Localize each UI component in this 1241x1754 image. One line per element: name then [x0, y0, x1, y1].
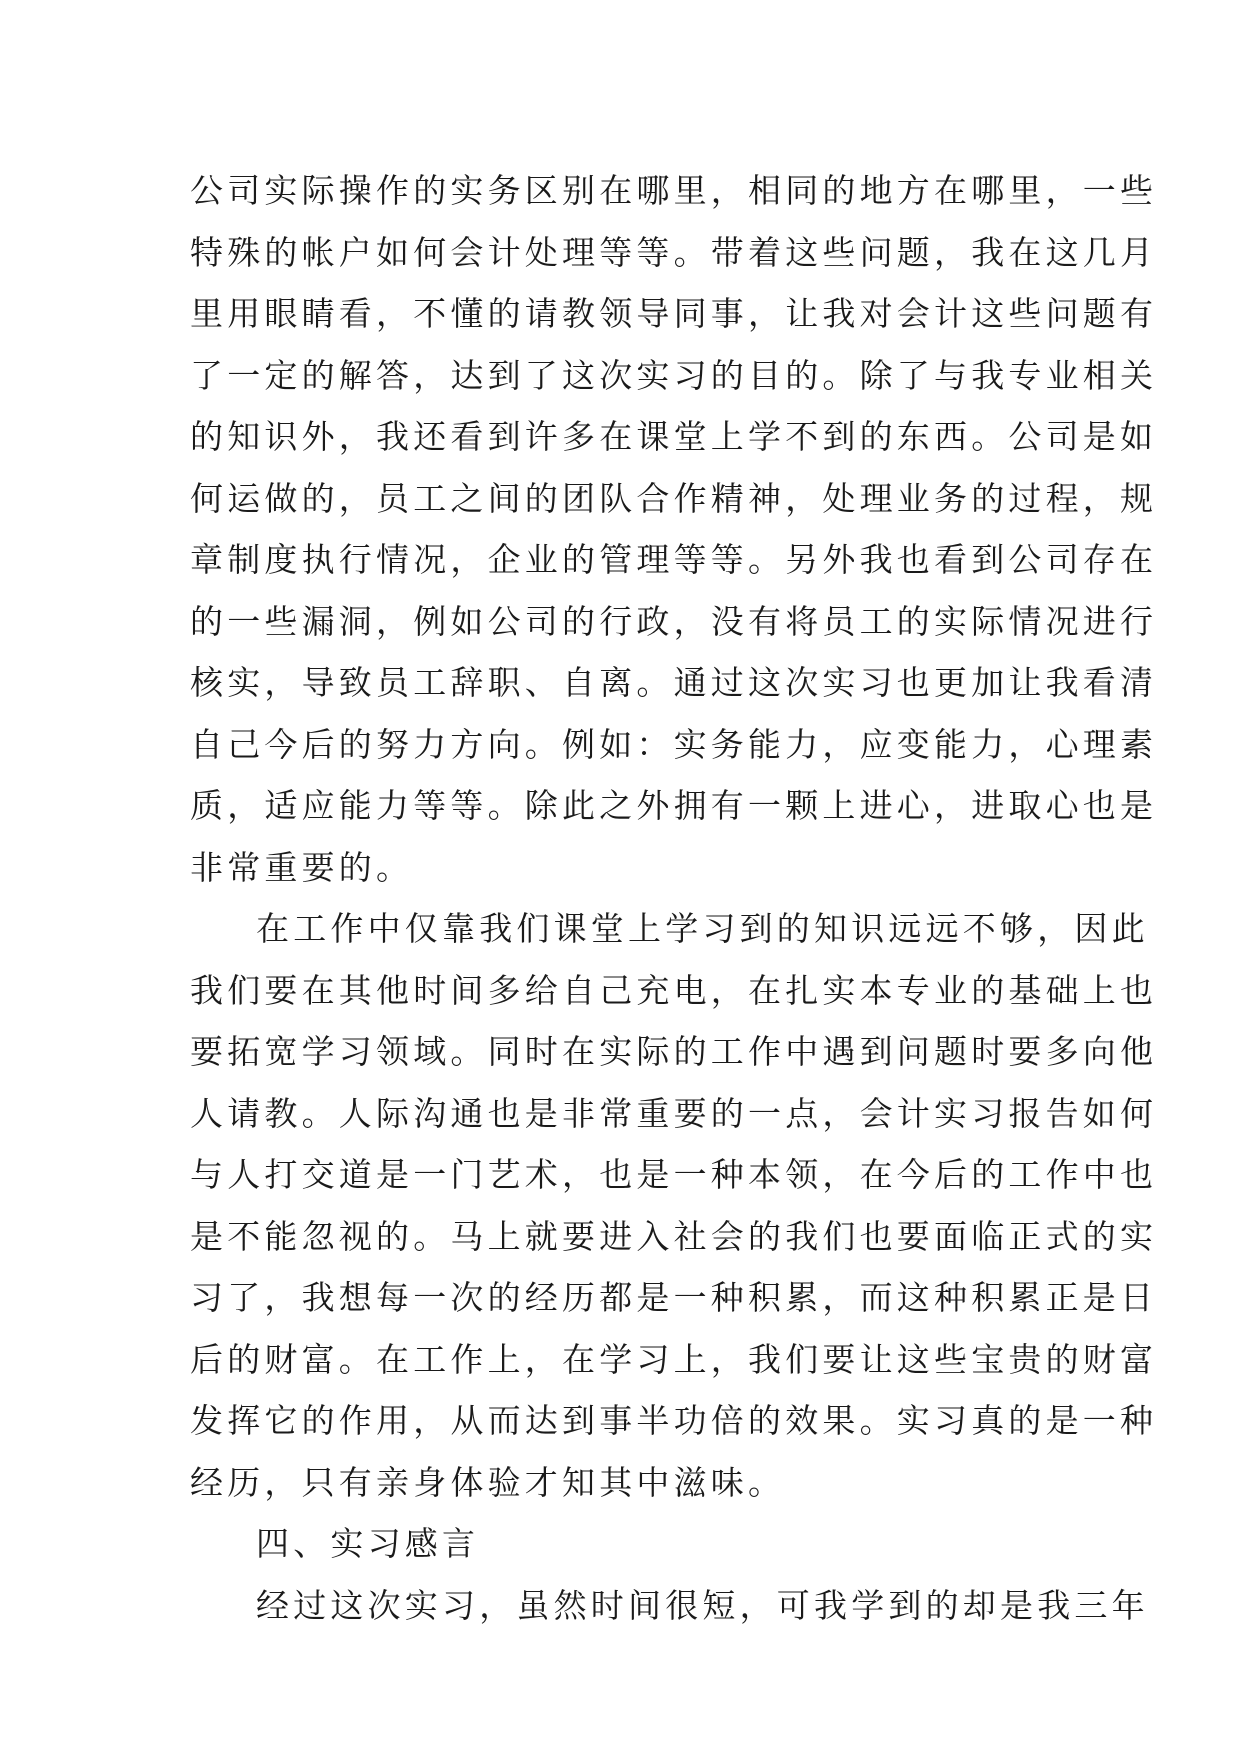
text-line: 章制度执行情况，企业的管理等等。另外我也看到公司存在	[190, 540, 1158, 579]
paragraph-3	[190, 1575, 1149, 1637]
text-line: 的知识外，我还看到许多在课堂上学不到的东西。公司是如	[190, 417, 1158, 456]
text-line-indented: 经过这次实习，虽然时间很短，可我学到的却是我三年	[256, 1585, 1149, 1625]
text-line: 非常重要的。	[190, 847, 414, 887]
document-body	[190, 160, 1158, 1636]
text-line: 何运做的，员工之间的团队合作精神，处理业务的过程，规	[190, 478, 1158, 518]
text-line: 人请教。人际沟通也是非常重要的一点，会计实习报告如何	[190, 1093, 1158, 1133]
text-line: 我们要在其他时间多给自己充电，在扎实本专业的基础上也	[190, 970, 1158, 1010]
text-line: 核实，导致员工辞职、自离。通过这次实习也更加让我看清	[190, 663, 1158, 702]
text-line: 与人打交道是一门艺术，也是一种本领，在今后的工作中也	[190, 1155, 1158, 1194]
text-line: 自己今后的努力方向。例如：实务能力，应变能力，心理素	[190, 724, 1158, 764]
text-line: 里用眼睛看，不懂的请教领导同事，让我对会计这些问题有	[190, 294, 1158, 333]
text-line: 习了，我想每一次的经历都是一种积累，而这种积累正是日	[190, 1278, 1158, 1317]
text-line: 是不能忽视的。马上就要进入社会的我们也要面临正式的实	[190, 1216, 1158, 1256]
text-line: 公司实际操作的实务区别在哪里，相同的地方在哪里，一些	[190, 171, 1158, 210]
text-line: 经历，只有亲身体验才知其中滋味。	[190, 1462, 786, 1502]
text-line: 要拓宽学习领域。同时在实际的工作中遇到问题时要多向他	[190, 1032, 1158, 1071]
section-heading	[190, 1513, 1050, 1575]
section-heading-text: 四、实习感言	[256, 1524, 480, 1563]
text-line: 后的财富。在工作上，在学习上，我们要让这些宝贵的财富	[190, 1339, 1158, 1379]
text-line: 发挥它的作用，从而达到事半功倍的效果。实习真的是一种	[190, 1401, 1158, 1440]
text-line-indented: 在工作中仅靠我们课堂上学习到的知识远远不够，因此	[256, 909, 1149, 948]
paragraph-2	[190, 898, 1158, 1513]
text-line: 了一定的解答，达到了这次实习的目的。除了与我专业相关	[190, 355, 1158, 395]
paragraph-1	[190, 160, 1158, 898]
text-line: 特殊的帐户如何会计处理等等。带着这些问题，我在这几月	[190, 232, 1158, 272]
text-line: 的一些漏洞，例如公司的行政，没有将员工的实际情况进行	[190, 601, 1158, 641]
text-line: 质，适应能力等等。除此之外拥有一颗上进心，进取心也是	[190, 786, 1158, 825]
